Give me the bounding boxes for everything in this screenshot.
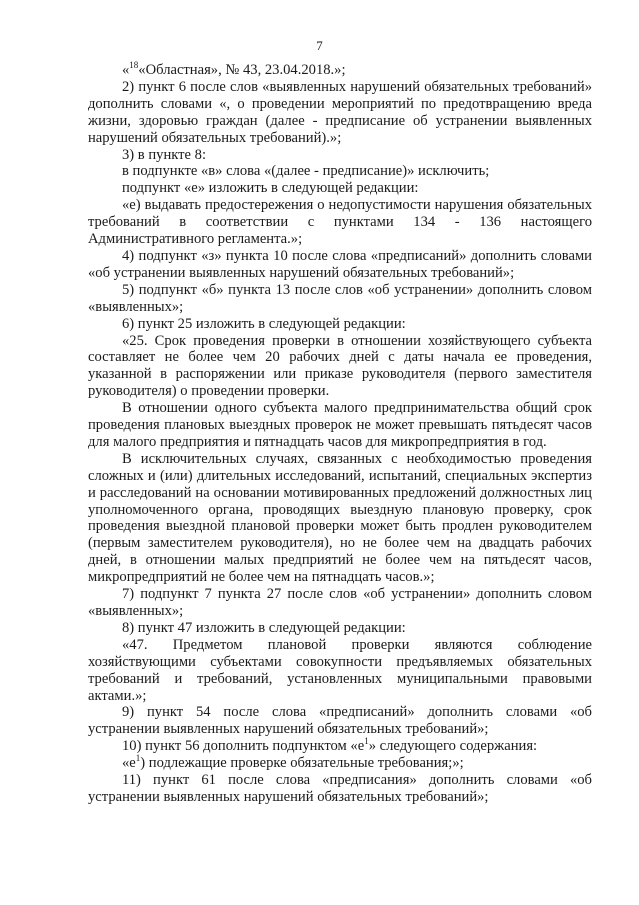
superscript: 1 bbox=[135, 753, 141, 764]
document-body bbox=[88, 62, 592, 806]
paragraph-with-superscript: «$е^1$) подлежащие проверке обязательные требования;»; bbox=[122, 753, 464, 772]
paragraph: 11) пункт 61 после слова «предписания» дополнить словами «об устранении выявленных нарушений обязательных требований»; bbox=[88, 772, 592, 805]
paragraph: 2) пункт 6 после слов «выявленных нарушений обязательных требований» дополнить словами «, о проведении мероприятий по предотвращению вреда жизни, здоровью граждан (далее - предписание об устранении выявленных нарушений обязательных требований).»; bbox=[88, 78, 592, 146]
paragraph: В исключительных случаях, связанных с необходимостью проведения сложных и (или) длительных исследований, испытаний, специальных экспертиз и расследований на основании мотивированных предложений должностных лиц уполномоченного органа, проводящих выездную плановую проверку, срок проведения выездной плановой проверки может быть продлен руководителем (первым заместителем руководителя), но не более чем на двадцать рабочих дней, в отношении малых предприятий не более чем на пятьдесят часов, микропредприятий не более чем на пятнадцать часов.»; bbox=[88, 450, 592, 586]
paragraph: 5) подпункт «б» пункта 13 после слов «об устранении» дополнить словом «выявленных»; bbox=[88, 281, 592, 315]
paragraph: 6) пункт 25 изложить в следующей редакции: bbox=[122, 315, 406, 332]
paragraph: «е) выдавать предостережения о недопустимости нарушения обязательных требований в соответствии с пунктами 134 - 136 настоящего Административного регламента.»; bbox=[88, 197, 592, 248]
paragraph: В отношении одного субъекта малого предпринимательства общий срок проведения плановых выездных проверок не может превышать пятьдесят часов для малого предприятия и пятнадцать часов для микропредприятия в год. bbox=[88, 400, 592, 450]
paragraph: 4) подпункт «з» пункта 10 после слова «предписаний» дополнить словами «об устранении выявленных нарушений обязательных требований»; bbox=[88, 247, 592, 281]
paragraph: 3) в пункте 8: bbox=[122, 146, 207, 163]
paragraph: в подпункте «в» слова «(далее - предписание)» исключить; bbox=[122, 163, 490, 180]
superscript: 1 bbox=[364, 736, 369, 747]
footnote-marker: 18 bbox=[129, 60, 139, 70]
paragraph: подпункт «е» изложить в следующей редакции: bbox=[122, 180, 419, 197]
footnote-paragraph: «$^{18}$«Областная», № 43, 23.04.2018.»; bbox=[122, 60, 346, 78]
paragraph: 9) пункт 54 после слова «предписаний» дополнить словами «об устранении выявленных нарушений обязательных требований»; bbox=[88, 704, 592, 738]
page-number: 7 bbox=[316, 38, 323, 53]
paragraph: «25. Срок проведения проверки в отношении хозяйствующего субъекта составляет не более чем 20 рабочих дней с даты начала ее проведения, указанной в распоряжении или приказе руководителя (первого заместителя руководителя) о проведении проверки. bbox=[88, 332, 592, 400]
paragraph: «47. Предметом плановой проверки являются соблюдение хозяйствующими субъектами совокупности предъявляемых обязательных требований и требований, установленных муниципальными правовыми актами.»; bbox=[88, 636, 592, 704]
paragraph: 7) подпункт 7 пункта 27 после слов «об устранении» дополнить словом «выявленных»; bbox=[88, 586, 592, 619]
paragraph: 8) пункт 47 изложить в следующей редакции: bbox=[122, 619, 406, 636]
paragraph-with-superscript: 10) пункт 56 дополнить подпунктом «$е^1$» следующего содержания: bbox=[122, 736, 538, 755]
